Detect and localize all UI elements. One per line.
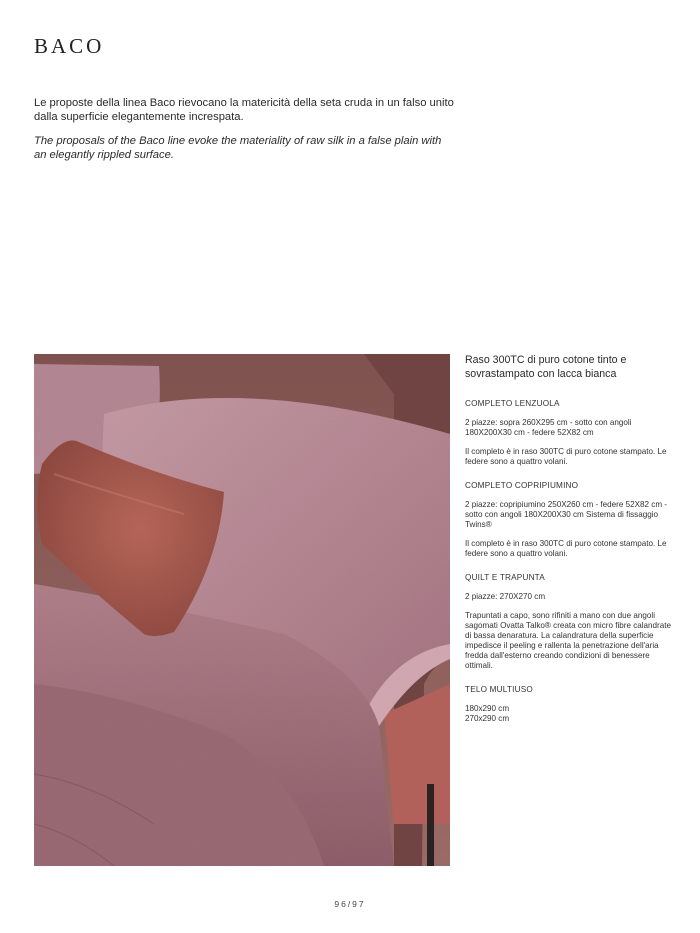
section-line: 180x290 cm 270x290 cm xyxy=(465,704,510,723)
section-title: COMPLETO LENZUOLA xyxy=(465,399,560,408)
section-line: 2 piazze: sopra 260X295 cm - sotto con angoli 180X200X30 cm - federe 52X82 cm xyxy=(465,418,632,437)
section-line: Il completo è in raso 300TC di puro cotone stampato. Le federe sono a quattro volani. xyxy=(465,539,667,558)
intro-italian: Le proposte della linea Baco rievocano la matericità della seta cruda in un falso unito dalla superficie elegantemente increspata. xyxy=(34,97,454,123)
bedding-illustration xyxy=(34,354,450,866)
section-line: 2 piazze: copripiumino 250X260 cm - federe 52X82 cm - sotto con angoli 180X200X30 cm Sistema di fissaggio Twins® xyxy=(465,500,667,529)
section-line: Trapuntati a capo, sono rifiniti a mano con due angoli sagomati Ovatta Talko® creata con micro fibre calandrate di bassa denaratura. La calandratura della superficie impedisce il peeling e rallenta la penetrazione dell'aria fredda dall'esterno creando condizioni di benessere ottimali. xyxy=(465,611,672,670)
section-telo-multiuso xyxy=(465,685,675,724)
section-line: 2 piazze: 270X270 cm xyxy=(465,592,546,601)
section-quilt-trapunta xyxy=(465,573,675,671)
section-title: COMPLETO COPRIPIUMINO xyxy=(465,481,579,490)
page-number: 96/97 xyxy=(334,899,366,909)
brand-logo: BACO xyxy=(34,34,105,58)
intro-text xyxy=(34,96,454,172)
bedding-photo xyxy=(34,354,450,866)
section-completo-copripiumino xyxy=(465,481,675,559)
section-title: TELO MULTIUSO xyxy=(465,685,533,694)
specs-headline: Raso 300TC di puro cotone tinto e sovrastampato con lacca bianca xyxy=(465,354,627,380)
section-title: QUILT E TRAPUNTA xyxy=(465,573,545,582)
section-completo-lenzuola xyxy=(465,399,675,467)
product-specs xyxy=(465,354,675,738)
bed-leg xyxy=(427,784,434,866)
section-line: Il completo è in raso 300TC di puro cotone stampato. Le federe sono a quattro volani. xyxy=(465,447,667,466)
intro-english: The proposals of the Baco line evoke the materiality of raw silk in a false plain with an elegantly rippled surface. xyxy=(34,135,442,161)
